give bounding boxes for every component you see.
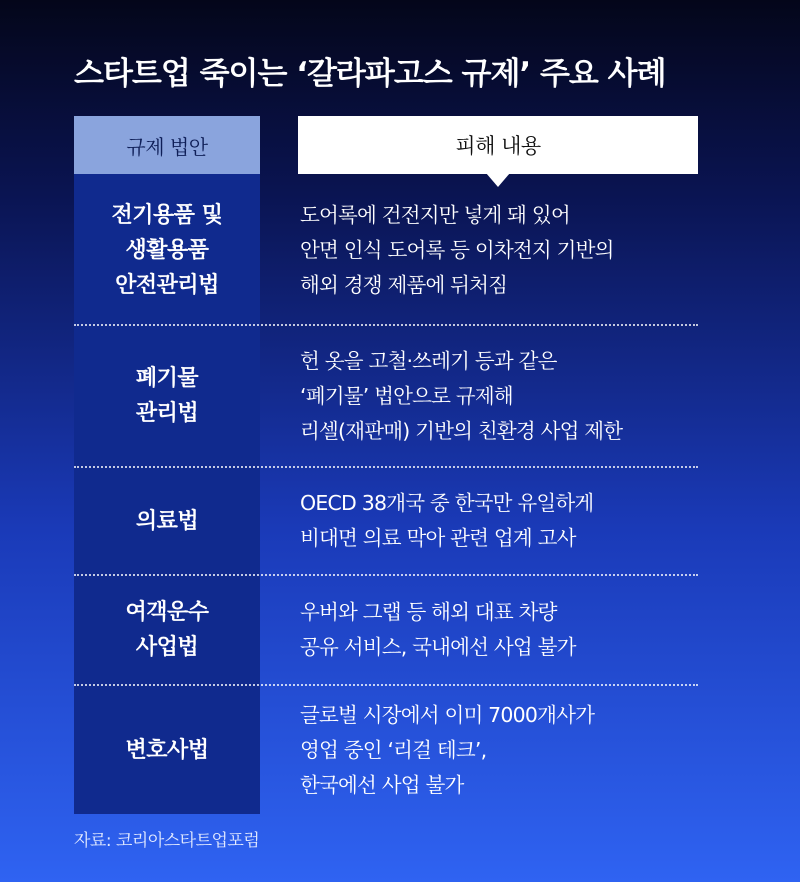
damage-description: OECD 38개국 중 한국만 유일하게 비대면 의료 막아 관련 업계 고사 bbox=[300, 491, 594, 550]
page-title: 스타트업 죽이는 ‘갈라파고스 규제’ 주요 사례 bbox=[74, 56, 666, 92]
damage-description: 글로벌 시장에서 이미 7000개사가 영업 중인 ‘리걸 테크’, 한국에선 사업 불가 bbox=[300, 702, 595, 797]
law-name: 의료법 bbox=[135, 508, 199, 534]
table-row bbox=[74, 686, 698, 814]
table-row bbox=[74, 178, 698, 322]
law-name: 여객운수 사업법 bbox=[125, 600, 209, 660]
damage-column-header: 피해 내용 bbox=[298, 116, 698, 174]
table-row bbox=[74, 326, 698, 466]
damage-description: 우버와 그랩 등 해외 대표 차량 공유 서비스, 국내에선 사업 불가 bbox=[300, 600, 576, 659]
law-name: 폐기물 관리법 bbox=[135, 366, 199, 426]
damage-description: 도어록에 건전지만 넣게 돼 있어 안면 인식 도어록 등 이차전지 기반의 해외 경쟁 제품에 뒤처짐 bbox=[300, 202, 614, 297]
source-caption: 자료: 코리아스타트업포럼 bbox=[74, 831, 260, 851]
law-name: 변호사법 bbox=[125, 737, 209, 763]
table-row bbox=[74, 468, 698, 574]
table-row bbox=[74, 576, 698, 684]
damage-description: 헌 옷을 고철·쓰레기 등과 같은 ‘폐기물’ 법안으로 규제해 리셀(재판매) 기반의 친환경 사업 제한 bbox=[300, 348, 623, 443]
law-column-header: 규제 법안 bbox=[74, 116, 260, 174]
law-name: 전기용품 및 생활용품 안전관리법 bbox=[111, 202, 223, 298]
